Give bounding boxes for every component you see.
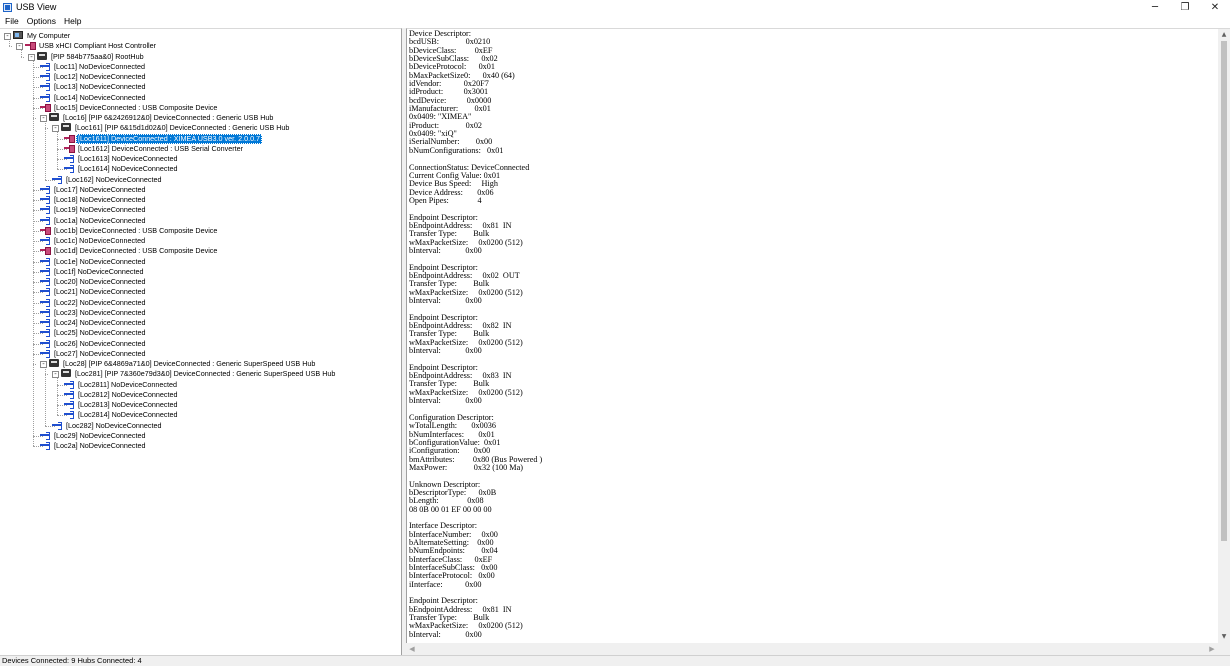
tree-node-label: USB xHCI Compliant Host Controller — [39, 41, 157, 51]
tree-node-label: [Loc22] NoDeviceConnected — [54, 297, 146, 307]
usb-port-icon — [40, 236, 50, 244]
tree-node-label: [Loc29] NoDeviceConnected — [54, 430, 146, 440]
usb-port-icon — [52, 175, 62, 183]
descriptor-panel[interactable] — [406, 28, 1230, 655]
usb-port-icon — [40, 441, 50, 449]
computer-icon — [13, 31, 23, 39]
collapse-toggle-icon[interactable]: - — [5, 32, 10, 40]
usb-port-icon — [40, 62, 50, 70]
collapse-toggle-icon[interactable]: - — [41, 360, 46, 368]
menu-bar — [0, 15, 1230, 28]
tree-node-label: [Loc161] [PIP 6&15d1d02&0] DeviceConnected : Generic USB Hub — [75, 123, 290, 133]
usb-port-icon — [40, 349, 50, 357]
menu-help[interactable]: Help — [64, 16, 82, 26]
tree-node-label: [Loc20] NoDeviceConnected — [54, 277, 146, 286]
tree-node-label: [Loc16] [PIP 6&2426912&0] DeviceConnected : Generic USB Hub — [63, 113, 274, 122]
vertical-scrollbar[interactable] — [1218, 29, 1230, 643]
tree-node-label: [Loc26] NoDeviceConnected — [54, 338, 146, 348]
tree-node-label: [Loc12] NoDeviceConnected — [54, 72, 146, 81]
tree-node[interactable] — [40, 287, 148, 297]
tree-node-label: [Loc1e] NoDeviceConnected — [54, 256, 146, 266]
tree-node-label: [Loc1c] NoDeviceConnected — [54, 236, 146, 245]
descriptor-text: Device Descriptor: bcdUSB: 0x0210 bDeviceClass: 0xEF bDeviceSubClass: 0x02 bDeviceProtocol: 0x01 bMaxPacketSize0: 0x40 (64) idVendor: 0x20F7 idProduct: 0x3001 bcdDevice: 0x0000 iManufacturer: 0x01 0x0409: "XIMEA" iProduct: 0x02 0x0409: "xiQ" iSerialNumber: 0x00 bNumConfigurations: 0x01 ConnectionStatus: DeviceConnected Current Config Value: 0x01 Device Bus Speed: High Device Address: 0x06 Open Pipes: 4 Endpoint Descriptor: bEndpointAddress: 0x81 IN Transfer Type: Bulk wMaxPacketSize: 0x0200 (512) bInterval: 0x00 Endpoint Descriptor: bEndpointAddress: 0x02 OUT Transfer Type: Bulk wMaxPacketSize: 0x0200 (512) bInterval: 0x00 Endpoint Descriptor: bEndpointAddress: 0x82 IN Transfer Type: Bulk wMaxPacketSize: 0x0200 (512) bInterval: 0x00 Endpoint Descriptor: bEndpointAddress: 0x83 IN Transfer Type: Bulk wMaxPacketSize: 0x0200 (512) bInterval: 0x00 Configuration Descriptor: wTotalLength: 0x0036 bNumInterfaces: 0x01 bConfigurationValue: 0x01 iConfiguration: 0x00 bmAttributes: 0x80 (Bus Powered ) MaxPower: 0x32 (100 Ma) Unknown Descriptor: bDescriptorType: 0x0B bLength: 0x08 08 0B 00 01 EF 00 00 00 Interface Descriptor: bInterfaceNumber: 0x00 bAlternateSetting: 0x00 bNumEndpoints: 0x04 bInterfaceClass: 0xEF bInterfaceSubClass: 0x00 bInterfaceProtocol: 0x00 iInterface: 0x00 Endpoint Descriptor: bEndpointAddress: 0x81 IN Transfer Type: Bulk wMaxPacketSize: 0x0200 (512) bInterval: 0x00 — [409, 29, 543, 639]
tree-node-label: [Loc19] NoDeviceConnected — [54, 205, 146, 215]
usb-port-icon — [40, 195, 50, 203]
tree-connector-line — [33, 364, 36, 365]
usb-port-icon — [40, 72, 50, 80]
tree-node-label: [Loc1d] DeviceConnected : USB Composite Device — [54, 246, 218, 256]
usb-port-icon — [40, 93, 50, 101]
scroll-right-icon[interactable]: ▶ — [1209, 645, 1215, 653]
tree-connector-line — [33, 118, 36, 119]
tree-node[interactable] — [40, 277, 148, 287]
hub-icon — [61, 369, 71, 377]
tree-node-label: [Loc18] NoDeviceConnected — [54, 195, 146, 204]
tree-node[interactable] — [64, 380, 179, 390]
tree-node[interactable] — [40, 441, 148, 451]
usb-port-icon — [52, 421, 62, 429]
status-bar: Devices Connected: 9 Hubs Connected: 4 — [0, 655, 1230, 666]
usb-device-icon — [40, 246, 50, 254]
collapse-toggle-icon[interactable]: - — [17, 42, 22, 51]
tree-node-label: [Loc162] NoDeviceConnected — [66, 174, 162, 184]
tree-node[interactable] — [64, 134, 262, 144]
tree-node[interactable] — [52, 123, 291, 133]
usb-device-icon — [64, 134, 74, 142]
maximize-button[interactable]: ❐ — [1180, 2, 1190, 13]
tree-node[interactable] — [40, 308, 148, 318]
usb-port-icon — [64, 164, 74, 172]
usb-port-icon — [40, 216, 50, 224]
tree-node-label: [Loc17] NoDeviceConnected — [54, 184, 146, 194]
usb-port-icon — [64, 154, 74, 162]
tree-node-label: [Loc25] NoDeviceConnected — [54, 328, 146, 338]
tree-node[interactable] — [40, 62, 147, 72]
tree-node-label: [Loc24] NoDeviceConnected — [54, 318, 146, 327]
hub-icon — [37, 52, 47, 60]
close-button[interactable]: ✕ — [1210, 2, 1220, 13]
tree-node[interactable] — [64, 164, 180, 174]
app-icon — [3, 3, 12, 12]
collapse-toggle-icon[interactable]: - — [29, 52, 34, 61]
usb-port-icon — [40, 308, 50, 316]
usb-port-icon — [64, 410, 74, 418]
tree-node[interactable] — [28, 52, 146, 62]
collapse-toggle-icon[interactable]: - — [53, 370, 58, 379]
tree-node[interactable] — [40, 195, 148, 205]
tree-node-label: [Loc21] NoDeviceConnected — [54, 287, 146, 297]
tree-connector-line — [9, 46, 12, 47]
tree-node-label: [Loc1b] DeviceConnected : USB Composite Device — [54, 225, 218, 235]
tree-node-label: [Loc27] NoDeviceConnected — [54, 348, 146, 358]
tree-node-label: [Loc14] NoDeviceConnected — [54, 92, 146, 102]
tree-node-label: [Loc2814] NoDeviceConnected — [78, 410, 178, 420]
usb-port-icon — [40, 328, 50, 336]
tree-connector-line — [45, 364, 46, 426]
tree-node-label: [Loc15] DeviceConnected : USB Composite Device — [54, 102, 218, 112]
hub-icon — [49, 359, 59, 367]
tree-node-label: [Loc281] [PIP 7&360e79d3&0] DeviceConnected : Generic SuperSpeed USB Hub — [75, 369, 336, 379]
usb-port-icon — [40, 185, 50, 193]
tree-node[interactable] — [40, 318, 148, 328]
usb-port-icon — [40, 205, 50, 213]
tree-node[interactable] — [64, 400, 180, 410]
tree-node-label: [Loc13] NoDeviceConnected — [54, 82, 146, 92]
tree-node[interactable] — [40, 328, 148, 338]
usb-port-icon — [40, 431, 50, 439]
usb-port-icon — [40, 339, 50, 347]
minimize-button[interactable]: ─ — [1151, 2, 1159, 13]
menu-options[interactable]: Options — [26, 16, 56, 26]
tree-node[interactable] — [40, 72, 148, 82]
tree-node[interactable] — [40, 82, 148, 92]
scroll-left-icon[interactable]: ◀ — [409, 645, 415, 653]
tree-node[interactable] — [40, 431, 148, 441]
tree-node[interactable] — [52, 175, 164, 185]
tree-node-label: My Computer — [27, 31, 71, 40]
tree-node[interactable] — [40, 246, 219, 256]
usb-port-icon — [40, 277, 50, 285]
tree-node-label: [Loc2813] NoDeviceConnected — [78, 400, 178, 409]
tree-node[interactable] — [52, 369, 337, 379]
tree-node[interactable] — [40, 205, 148, 215]
tree-node[interactable] — [64, 410, 180, 420]
usb-port-icon — [64, 390, 74, 398]
tree-connector-line — [45, 118, 46, 180]
hub-icon — [49, 113, 59, 121]
tree-node-label: [Loc2812] NoDeviceConnected — [78, 389, 178, 399]
hub-icon — [61, 123, 71, 131]
tree-node[interactable] — [40, 93, 148, 103]
scroll-corner — [1218, 643, 1230, 655]
tree-node[interactable] — [64, 390, 180, 400]
tree-node[interactable] — [40, 216, 148, 226]
tree-node[interactable] — [40, 185, 148, 195]
scroll-down-icon[interactable]: ▼ — [1221, 633, 1227, 640]
tree-node[interactable] — [40, 226, 219, 236]
tree-connector-line — [45, 128, 48, 129]
tree-node[interactable] — [40, 349, 148, 359]
tree-node-label: [Loc1a] NoDeviceConnected — [54, 215, 146, 225]
tree-node[interactable] — [64, 144, 245, 154]
tree-node-label: [Loc1f] NoDeviceConnected — [54, 266, 144, 276]
usb-port-icon — [40, 298, 50, 306]
tree-node[interactable] — [40, 298, 148, 308]
collapse-toggle-icon[interactable]: - — [41, 114, 46, 122]
tree-node[interactable] — [4, 31, 72, 41]
scroll-up-icon[interactable]: ▲ — [1221, 31, 1227, 38]
tree-connector-line — [45, 374, 48, 375]
tree-node-label: [Loc28] [PIP 6&4869a71&0] DeviceConnected : Generic SuperSpeed USB Hub — [63, 359, 316, 368]
tree-node[interactable] — [40, 339, 148, 349]
menu-file[interactable]: File — [5, 16, 19, 26]
usb-device-icon — [40, 226, 50, 234]
tree-connector-line — [21, 57, 24, 58]
tree-node[interactable] — [40, 236, 147, 246]
tree-node-label: [Loc1614] NoDeviceConnected — [78, 164, 178, 174]
usb-port-icon — [40, 287, 50, 295]
tree-node[interactable] — [40, 113, 275, 123]
device-tree[interactable] — [0, 28, 402, 655]
usb-port-icon — [40, 318, 50, 326]
window-title: USB View — [16, 2, 57, 12]
tree-node-label: [Loc2811] NoDeviceConnected — [78, 379, 177, 389]
usb-port-icon — [40, 267, 50, 275]
tree-node-label: [Loc1612] DeviceConnected : USB Serial Converter — [78, 143, 244, 153]
tree-node-label: [Loc1611] DeviceConnected : XIMEA USB3.0 ver. 2.0.0.7 — [78, 133, 261, 143]
usb-port-icon — [64, 380, 74, 388]
tree-node[interactable] — [40, 257, 148, 267]
tree-node[interactable] — [52, 421, 164, 431]
tree-node[interactable] — [40, 103, 219, 113]
collapse-toggle-icon[interactable]: - — [53, 124, 58, 133]
scroll-thumb[interactable] — [1221, 41, 1227, 541]
tree-node-label: [Loc282] NoDeviceConnected — [66, 420, 162, 430]
usb-device-icon — [25, 41, 35, 49]
tree-node[interactable] — [40, 267, 146, 277]
usb-device-icon — [40, 103, 50, 111]
usb-port-icon — [64, 400, 74, 408]
tree-node-label: [PIP 584b775aa&0] RootHub — [51, 51, 144, 61]
usb-port-icon — [40, 82, 50, 90]
usb-device-icon — [64, 144, 74, 152]
tree-node-label: [Loc2a] NoDeviceConnected — [54, 441, 146, 450]
usb-port-icon — [40, 257, 50, 265]
tree-node[interactable] — [40, 359, 317, 369]
horizontal-scrollbar[interactable] — [406, 643, 1218, 655]
tree-node-label: [Loc23] NoDeviceConnected — [54, 307, 146, 317]
tree-node[interactable] — [64, 154, 180, 164]
title-bar — [0, 0, 1230, 15]
tree-node[interactable] — [16, 41, 158, 51]
tree-node-label: [Loc1613] NoDeviceConnected — [78, 154, 178, 163]
tree-node-label: [Loc11] NoDeviceConnected — [54, 61, 145, 71]
